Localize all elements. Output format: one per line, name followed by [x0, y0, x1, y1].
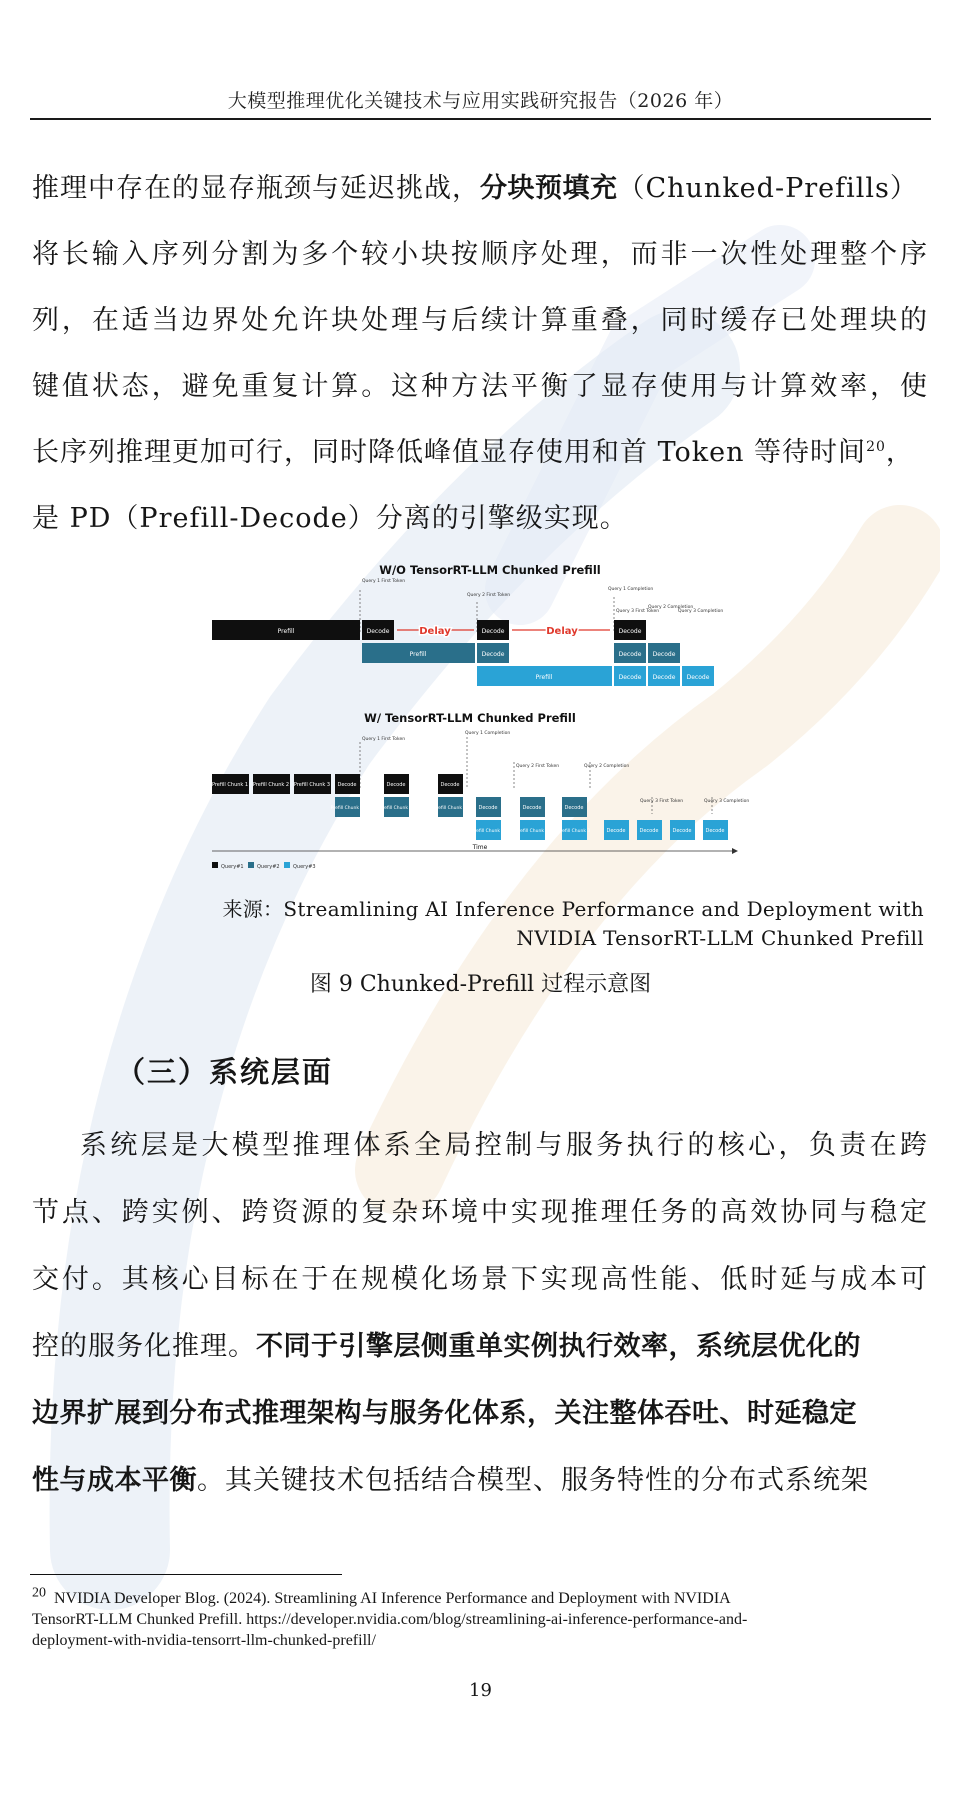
- top-q1-first-label: Query 1 First Token: [362, 579, 406, 584]
- bot-decode-q2-1-label: Decode: [478, 805, 498, 811]
- footnote-line-1-text: NVIDIA Developer Blog. (2024). Streamlining AI Inference Performance and Deployment with NVIDIA: [54, 1590, 731, 1607]
- top-decode-q2-3-label: Decode: [652, 651, 676, 658]
- bot-decode-2-label: Decode: [386, 782, 406, 788]
- diagram-top-title: W/O TensorRT-LLM Chunked Prefill: [379, 563, 601, 577]
- legend-swatch-query1: [212, 862, 218, 868]
- footnote-number: 20: [32, 1585, 46, 1601]
- intro-term-chunked-prefill: 分块预填充: [480, 173, 618, 204]
- footnote-line-3[interactable]: deployment-with-nvidia-tensorrt-llm-chunked-prefill/: [32, 1632, 376, 1649]
- top-decode-q3-1-label: Decode: [618, 674, 642, 681]
- time-axis-label: Time: [472, 844, 488, 851]
- top-q2-first-label: Query 2 First Token: [467, 593, 511, 598]
- legend-label-query2: Query#2: [257, 864, 280, 870]
- time-axis-arrow-icon: [732, 848, 738, 854]
- intro-line-5-text: 长序列推理更加可行，同时降低峰值显存使用和首 Token 等待时间: [32, 437, 867, 468]
- bot-decode-q3-3-label: Decode: [672, 828, 692, 834]
- top-q3-first-label: Query 3 First Token: [616, 609, 660, 614]
- bot-q1-first-label: Query 1 First Token: [362, 737, 406, 742]
- diagram-bottom-title: W/ TensorRT-LLM Chunked Prefill: [364, 711, 576, 725]
- bot-chunk1-q1-label: Prefill Chunk 1: [212, 782, 249, 788]
- top-decode-1-label: Decode: [366, 628, 390, 635]
- bot-decode-q3-2-label: Decode: [639, 828, 659, 834]
- top-prefill-query2-label: Prefill: [409, 651, 427, 658]
- bot-q3-first-label: Query 3 First Token: [640, 799, 684, 804]
- bot-chunk3-q3-label: Prefill Chunk 3: [557, 829, 591, 834]
- bot-chunk3-q2-label: Prefill Chunk 3: [433, 806, 467, 811]
- intro-line-4: 键值状态，避免重复计算。这种方法平衡了显存使用与计算效率，使: [32, 371, 928, 402]
- section-line-5: 边界扩展到分布式推理架构与服务化体系，关注整体吞吐、时延稳定: [32, 1398, 857, 1429]
- bot-decode-3-label: Decode: [440, 782, 460, 788]
- section-line-4-plain: 控的服务化推理。: [32, 1331, 256, 1362]
- top-prefill-query3-label: Prefill: [535, 674, 553, 681]
- footnote-line-2[interactable]: TensorRT-LLM Chunked Prefill. https://developer.nvidia.com/blog/streamlining-ai-inference-performance-and-: [32, 1611, 748, 1628]
- footnote-ref-20[interactable]: 20: [866, 439, 886, 455]
- bot-chunk1-q3-label: Prefill Chunk 1: [471, 829, 505, 834]
- bot-decode-q3-1-label: Decode: [606, 828, 626, 834]
- top-decode-q3-3-label: Decode: [686, 674, 710, 681]
- bot-decode-q2-2-label: Decode: [522, 805, 542, 811]
- section-line-1: 系统层是大模型推理体系全局控制与服务执行的核心，负责在跨: [80, 1130, 928, 1161]
- top-decode-3-label: Decode: [618, 628, 642, 635]
- bot-q3-done-label: Query 3 Completion: [704, 799, 750, 804]
- bot-chunk1-q2-label: Prefill Chunk 1: [330, 806, 364, 811]
- bot-chunk2-q3-label: Prefill Chunk 2: [515, 829, 549, 834]
- figure-source-line-1: 来源：Streamlining AI Inference Performance and Deployment with: [222, 897, 924, 921]
- chunked-prefill-diagram: [212, 562, 750, 882]
- legend-label-query3: Query#3: [293, 864, 316, 870]
- legend-swatch-query2: [248, 862, 254, 868]
- section-line-6: [32, 1456, 928, 1506]
- footnote-line-1: [32, 1585, 932, 1609]
- header-divider: [30, 118, 931, 120]
- section-line-4-bold: 不同于引擎层侧重单实例执行效率，系统层优化的: [256, 1331, 861, 1362]
- top-decode-q2-2-label: Decode: [618, 651, 642, 658]
- top-decode-q2-1-label: Decode: [481, 651, 505, 658]
- bot-q1-done-label: Query 1 Completion: [465, 731, 511, 736]
- top-q2-done-label: Query 2 Completion: [648, 605, 694, 610]
- bot-q2-first-label: Query 2 First Token: [516, 764, 560, 769]
- section-line-2: 节点、跨实例、跨资源的复杂环境中实现推理任务的高效协同与稳定: [32, 1197, 928, 1228]
- footnote-divider: [30, 1574, 342, 1575]
- section-heading: （三）系统层面: [116, 1055, 334, 1089]
- top-decode-q3-2-label: Decode: [652, 674, 676, 681]
- bot-decode-q3-4-label: Decode: [705, 828, 725, 834]
- top-delay-label-1: Delay: [419, 626, 451, 637]
- footnote-20: [32, 1585, 932, 1651]
- legend-label-query1: Query#1: [221, 864, 244, 870]
- figure-source-line-2: NVIDIA TensorRT-LLM Chunked Prefill: [516, 926, 924, 950]
- top-delay-label-2: Delay: [546, 626, 578, 637]
- top-q1-done-label: Query 1 Completion: [608, 587, 654, 592]
- bot-chunk2-q2-label: Prefill Chunk 2: [379, 806, 413, 811]
- intro-line-1-rest: （Chunked-Prefills）: [617, 173, 918, 204]
- intro-line-5-end: ，: [885, 437, 914, 468]
- intro-line-1: [32, 164, 928, 214]
- page-number: 19: [469, 1680, 492, 1701]
- bot-chunk3-q1-label: Prefill Chunk 3: [293, 782, 331, 788]
- intro-line-1-text: 推理中存在的显存瓶颈与延迟挑战，: [32, 173, 480, 204]
- section-line-6-plain: 。其关键技术包括结合模型、服务特性的分布式系统架: [197, 1465, 869, 1496]
- section-line-4: [32, 1322, 928, 1372]
- top-prefill-query1-label: Prefill: [277, 628, 295, 635]
- section-line-3: 交付。其核心目标在于在规模化场景下实现高性能、低时延与成本可: [32, 1264, 928, 1295]
- intro-line-2: 将长输入序列分割为多个较小块按顺序处理，而非一次性处理整个序: [32, 239, 928, 270]
- figure-caption: 图 9 Chunked-Prefill 过程示意图: [309, 972, 652, 997]
- top-q3-done-label: Query 3 Completion: [678, 609, 724, 614]
- intro-line-5: [32, 428, 928, 478]
- bot-q2-done-label: Query 2 Completion: [584, 764, 630, 769]
- bot-chunk2-q1-label: Prefill Chunk 2: [252, 782, 290, 788]
- legend-swatch-query3: [284, 862, 290, 868]
- intro-line-6: 是 PD（Prefill-Decode）分离的引擎级实现。: [32, 503, 628, 534]
- bot-decode-q2-3-label: Decode: [564, 805, 584, 811]
- section-line-6-bold: 性与成本平衡: [32, 1465, 197, 1496]
- running-header: 大模型推理优化关键技术与应用实践研究报告（2026 年）: [227, 90, 734, 112]
- bot-decode-1-label: Decode: [337, 782, 357, 788]
- top-decode-2-label: Decode: [481, 628, 505, 635]
- intro-line-3: 列，在适当边界处允许块处理与后续计算重叠，同时缓存已处理块的: [32, 305, 928, 336]
